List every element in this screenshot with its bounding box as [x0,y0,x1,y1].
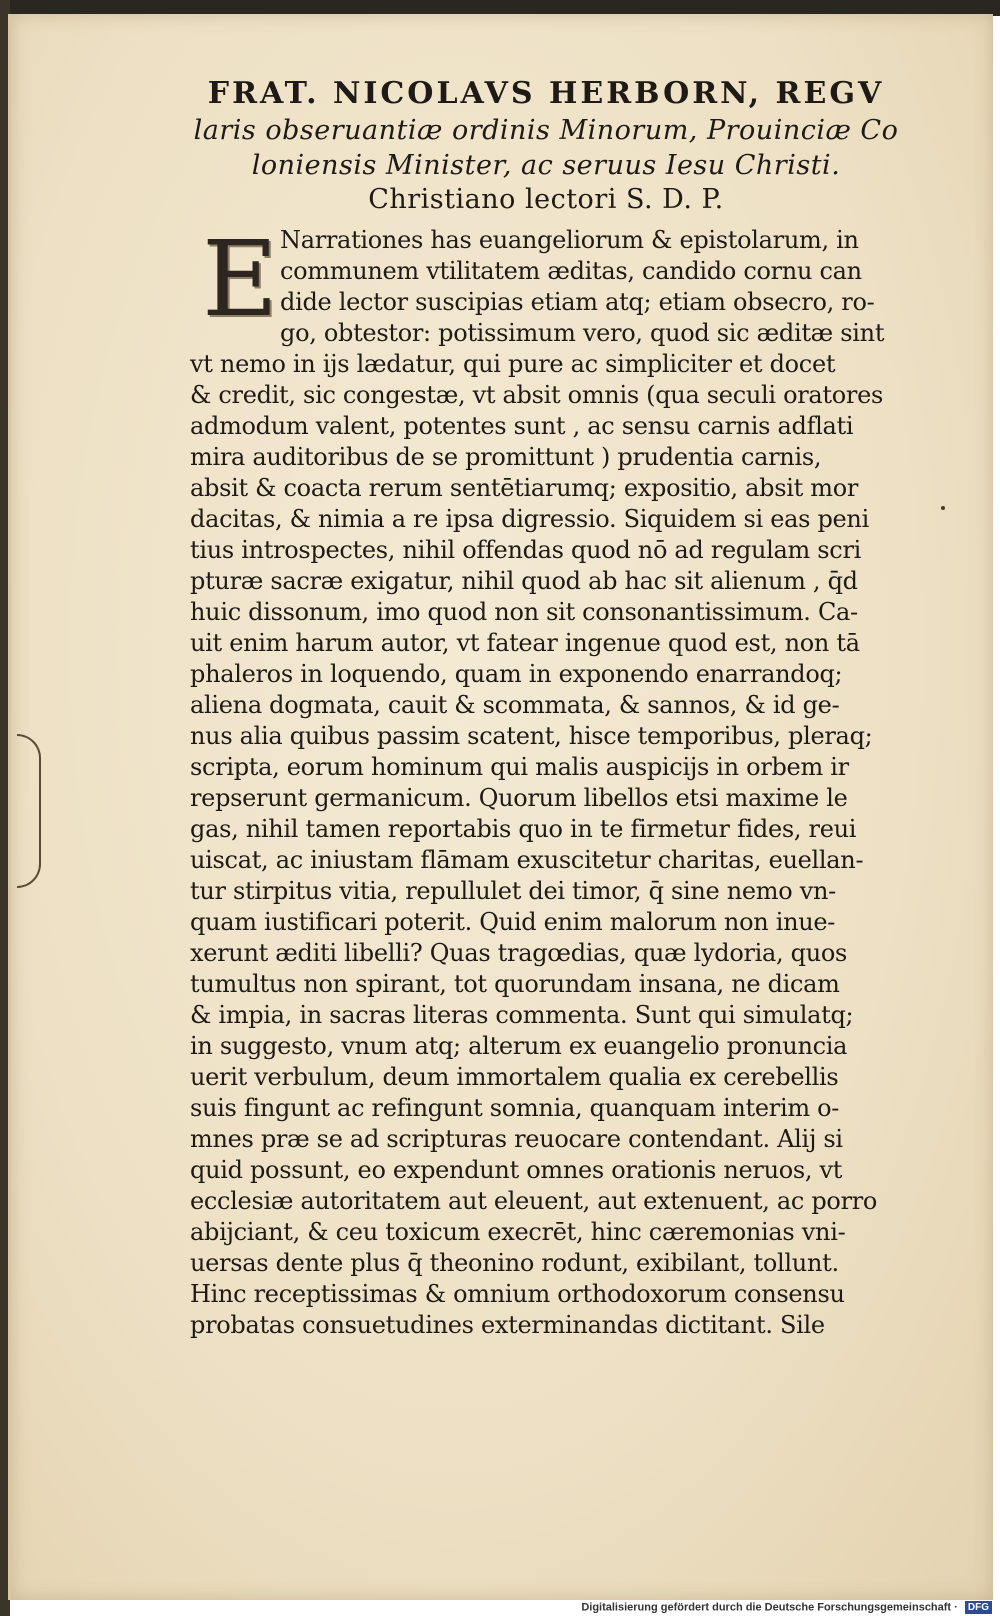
text-line: vt nemo in ijs lædatur, qui pure ac simpliciter et docet [190,350,836,378]
text-line: uiscat, ac iniustam flāmam exuscitetur charitas, euellan- [190,846,864,874]
body-text [190,218,902,1341]
text-line: gas, nihil tamen reportabis quo in te firmetur fides, reui [190,815,857,843]
text-line: & impia, in sacras literas commenta. Sunt qui simulatq; [190,1001,854,1029]
text-line: pturæ sacræ exigatur, nihil quod ab hac sit alienum , q̄d [190,567,858,595]
text-line: uit enim harum autor, vt fatear ingenue quod est, non tā [190,629,860,657]
text-line: absit & coacta rerum sentētiarumq; expositio, absit mor [190,474,859,502]
text-line: uerit verbulum, deum immortalem qualia ex cerebellis [190,1063,839,1091]
heading-subtitle-1: laris obseruantiæ ordinis Minorum, Prouinciæ Co [193,115,899,146]
text-line: xerunt æditi libelli? Quas tragœdias, quæ lydoria, quos [190,939,848,967]
text-line: dide lector suscipias etiam atq; etiam obsecro, ro- [280,288,875,316]
heading-title: FRAT. NICOLAVS HERBORN, REGV [207,76,885,111]
heading-greeting: Christiano lectori S. D. P. [368,184,724,215]
text-line: nus alia quibus passim scatent, hisce temporibus, pleraq; [190,722,873,750]
text-line: in suggesto, vnum atq; alterum ex euangelio pronuncia [190,1032,848,1060]
text-line: ecclesiæ autoritatem aut eleuent, aut extenuent, ac porro [190,1187,878,1215]
text-line: suis fingunt ac refingunt somnia, quanquam interim o- [190,1094,840,1122]
page-text [190,76,902,1341]
text-line: huic dissonum, imo quod non sit consonantissimum. Ca- [190,598,858,626]
digitization-credit [581,1601,992,1614]
text-line: communem vtilitatem æditas, candido cornu can [280,257,862,285]
text-line: & credit, sic congestæ, vt absit omnis (qua seculi oratores [190,381,883,409]
text-line: quid possunt, eo expendunt omnes orationis neruos, vt [190,1156,843,1184]
text-line: abijciant, & ceu toxicum execrēt, hinc cæremonias vni- [190,1218,846,1246]
binding-mark [17,734,41,888]
text-line: mira auditoribus de se promittunt ) prudentia carnis, [190,443,822,471]
text-line: quam iustificari poterit. Quid enim malorum non inue- [190,908,836,936]
heading-subtitle-2: loniensis Minister, ac seruus Iesu Christi. [251,150,841,181]
text-line: scripta, eorum hominum qui malis auspicijs in orbem ir [190,753,849,781]
drop-cap-initial: E [202,218,278,340]
text-line: phaleros in loquendo, quam in exponendo enarrandoq; [190,660,843,688]
text-line: dacitas, & nimia a re ipsa digressio. Siquidem si eas peni [190,505,869,533]
text-line: mnes præ se ad scripturas reuocare contendant. Alij si [190,1125,843,1153]
text-line: tur stirpitus vitia, repullulet dei timor, q̄ sine nemo vn- [190,877,836,905]
text-line: uersas dente plus q̄ theonino rodunt, exibilant, tollunt. [190,1249,839,1277]
text-line: probatas consuetudines exterminandas dictitant. Sile [190,1311,825,1339]
ink-spot [941,506,945,510]
text-line: go, obtestor: potissimum vero, quod sic æditæ sint [280,319,885,347]
text-line: tius introspectes, nihil offendas quod nō ad regulam scri [190,536,862,564]
text-line: repserunt germanicum. Quorum libellos etsi maxime le [190,784,848,812]
text-line: tumultus non spirant, tot quorundam insana, ne dicam [190,970,840,998]
text-line: Narrationes has euangeliorum & epistolarum, in [280,226,859,254]
text-line: Hinc receptissimas & omnium orthodoxorum consensu [190,1280,845,1308]
text-line: aliena dogmata, cauit & scommata, & sannos, & id ge- [190,691,840,719]
credit-text: Digitalisierung gefördert durch die Deutsche Forschungsgemeinschaft · [581,1601,958,1614]
text-line: admodum valent, potentes sunt , ac sensu carnis adflati [190,412,854,440]
dfg-logo: DFG [965,1601,992,1614]
